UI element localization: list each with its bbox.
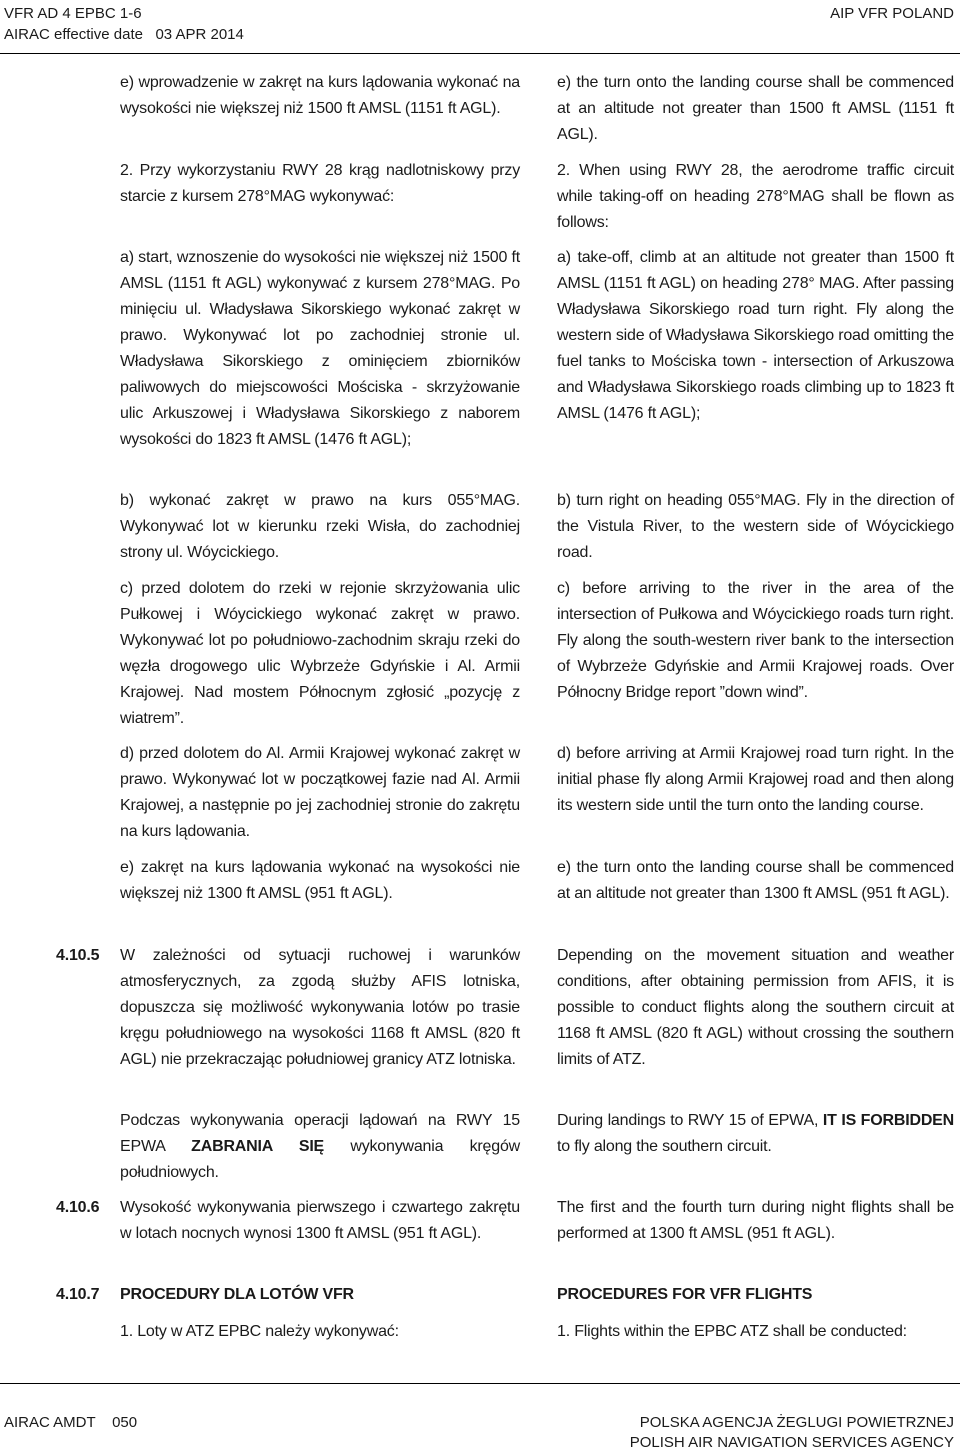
section-number: 4.10.7 — [56, 1286, 100, 1303]
text-run: to fly along the southern circuit. — [557, 1138, 772, 1155]
heading-en: PROCEDURES FOR VFR FLIGHTS — [557, 1286, 813, 1303]
prohibition-emphasis: IT IS FORBIDDEN — [822, 1112, 954, 1129]
text-en: 1. Flights within the EPBC ATZ shall be conducted: — [557, 1323, 907, 1340]
heading-pl: PROCEDURY DLA LOTÓW VFR — [120, 1286, 354, 1303]
text-pl: W zależności od sytuacji ruchowej i warunków atmosferycznych, za zgodą służby AFIS lotniska, dopuszcza się możliwość wykonywania lotów po trasie kręgu południowego na wysokości 1168 ft AMSL (820 ft AGL) nie przekraczając południowej granicy ATZ lotniska. — [120, 947, 520, 1068]
text-en: The first and the fourth turn during night flights shall be performed at 1300 ft AMSL (951 ft AGL). — [557, 1199, 954, 1242]
text-pl — [120, 1108, 520, 1186]
text-en: a) take-off, climb at an altitude not greater than 1500 ft AMSL (1151 ft AGL) on heading 278° MAG. After passing Władysława Sikorskiego road turn right. Fly along the western side of Władysława Sikorskiego road omitting the fuel tanks to Mościska town - intersection of Arkuszowa and Władysława Sikorskiego roads climbing up to 1823 ft AMSL (1476 ft AGL); — [557, 249, 954, 422]
agency-name-en: POLISH AIR NAVIGATION SERVICES AGENCY — [629, 1434, 954, 1451]
effective-date: AIRAC effective date 03 APR 2014 — [4, 26, 244, 43]
text-pl: d) przed dolotem do Al. Armii Krajowej wykonać zakręt w prawo. Wykonywać lot w początkowej fazie nad Al. Armii Krajowej, a następnie po jej zachodniej stronie do zakrętu na kurs lądowania. — [120, 745, 520, 840]
header-divider — [0, 53, 960, 54]
footer-agency — [630, 1413, 954, 1453]
header-left — [4, 3, 244, 45]
text-pl: 2. Przy wykorzystaniu RWY 28 krąg nadlotniskowy przy starcie z kursem 278°MAG wykonywać: — [120, 162, 520, 205]
text-run: During landings to RWY 15 of EPWA, — [557, 1112, 823, 1129]
text-run: Podczas wykonywania operacji lądowań na RWY 15 EPWA — [120, 1112, 520, 1155]
text-pl: b) wykonać zakręt w prawo na kurs 055°MAG. Wykonywać lot w kierunku rzeki Wisła, do zachodniej strony ul. Wóycickiego. — [120, 492, 520, 561]
text-pl: e) zakręt na kurs lądowania wykonać na wysokości nie większej niż 1300 ft AMSL (951 ft AGL). — [120, 859, 520, 902]
page-header — [0, 0, 960, 58]
agency-name-pl: POLSKA AGENCJA ŻEGLUGI POWIETRZNEJ — [639, 1414, 954, 1431]
page-footer — [0, 1383, 960, 1455]
text-en: 2. When using RWY 28, the aerodrome traffic circuit while taking-off on heading 278°MAG shall be flown as follows: — [557, 162, 954, 231]
amendment-number: AIRAC AMDT 050 — [4, 1414, 138, 1431]
text-run: wykonywania kręgów południowych. — [120, 1138, 520, 1181]
document-body — [0, 70, 960, 1370]
prohibition-emphasis: ZABRANIA SIĘ — [191, 1138, 325, 1155]
footer-divider — [0, 1383, 960, 1384]
text-en — [557, 1108, 954, 1160]
publication-title: AIP VFR POLAND — [830, 5, 954, 22]
section-number: 4.10.6 — [56, 1199, 100, 1216]
text-en: e) the turn onto the landing course shall be commenced at an altitude not greater than 1500 ft AMSL (1151 ft AGL). — [557, 74, 954, 143]
section-number: 4.10.5 — [56, 947, 100, 964]
text-en: d) before arriving at Armii Krajowej road turn right. In the initial phase fly along Armii Krajowej road and then along its western side until the turn onto the landing course. — [557, 745, 954, 814]
text-pl: Wysokość wykonywania pierwszego i czwartego zakrętu w lotach nocnych wynosi 1300 ft AMSL (951 ft AGL). — [120, 1199, 520, 1242]
text-en: Depending on the movement situation and weather conditions, after obtaining permission from AFIS, it is possible to conduct flights along the southern circuit at 1168 ft AMSL (820 ft AGL) without crossing the southern limits of ATZ. — [557, 947, 954, 1068]
text-en: b) turn right on heading 055°MAG. Fly in the direction of the Vistula River, to the western side of Wóycickiego road. — [557, 492, 954, 561]
text-pl: e) wprowadzenie w zakręt na kurs lądowania wykonać na wysokości nie większej niż 1500 ft AMSL (1151 ft AGL). — [120, 74, 520, 117]
text-pl: c) przed dolotem do rzeki w rejonie skrzyżowania ulic Pułkowej i Wóycickiego wykonać zakręt w prawo. Wykonywać lot po południowo-zachodnim skraju rzeki do węzła drogowego ulic Wybrzeże Gdyńskie i Al. Armii Krajowej. Nad mostem Północnym zgłosić „pozycję z wiatrem”. — [120, 580, 520, 727]
text-en: e) the turn onto the landing course shall be commenced at an altitude not greater than 1300 ft AMSL (951 ft AGL). — [557, 859, 954, 902]
doc-reference: VFR AD 4 EPBC 1-6 — [4, 5, 142, 22]
text-pl: 1. Loty w ATZ EPBC należy wykonywać: — [120, 1323, 399, 1340]
text-en: c) before arriving to the river in the area of the intersection of Pułkowa and Wóycickiego roads turn right. Fly along the south-western river bank to the intersection of Wybrzeże Gdyńskie and Armii Krajowej roads. Over Północny Bridge report ”down wind”. — [557, 580, 954, 701]
text-pl: a) start, wznoszenie do wysokości nie większej niż 1500 ft AMSL (1151 ft AGL) wykonywać z kursem 278°MAG. Po minięciu ul. Władysława Sikorskiego wykonać zakręt w prawo. Wykonywać lot po zachodniej stronie ul. Władysława Sikorskiego z ominięciem zbiorników paliwowych do miejscowości Mościska - skrzyżowanie ulic Arkuszowej i Władysława Sikorskiego z naborem wysokości do 1823 ft AMSL (1476 ft AGL); — [120, 249, 520, 448]
